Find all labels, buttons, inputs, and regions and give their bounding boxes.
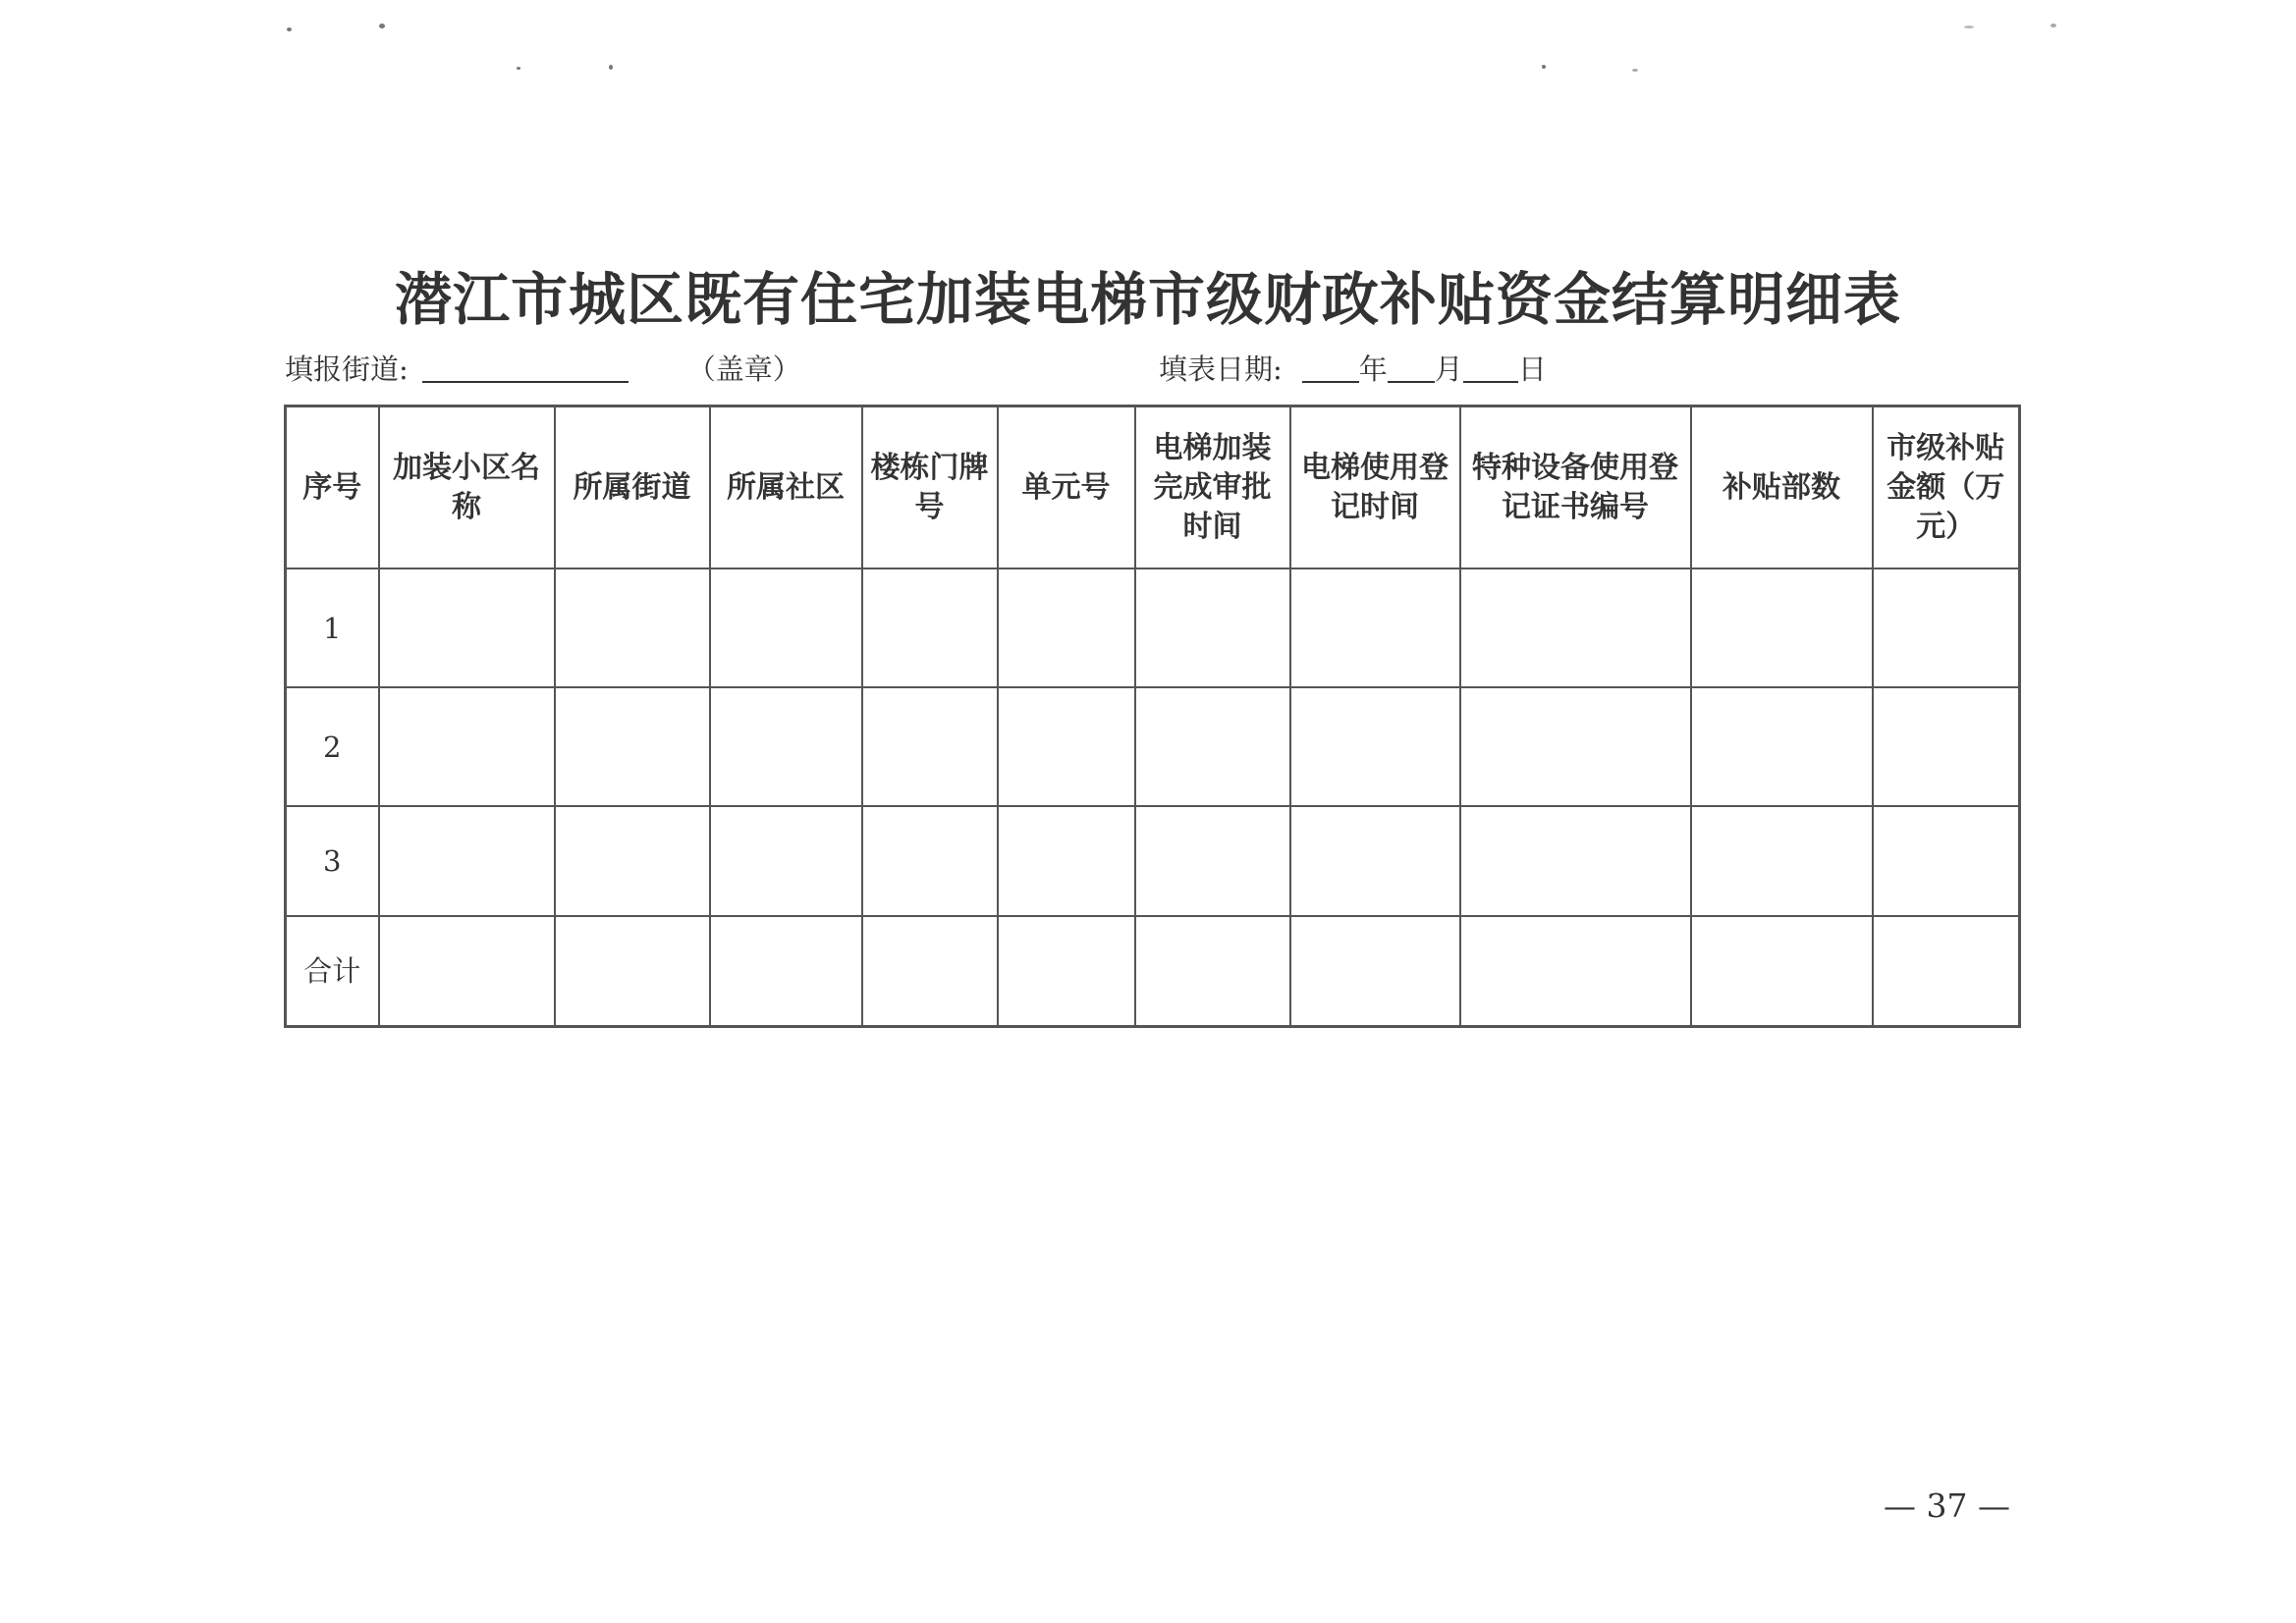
year-blank-field[interactable] [1302, 352, 1359, 383]
table-cell[interactable] [1290, 916, 1460, 1027]
day-unit: 日 [1517, 352, 1547, 386]
table-header-row [286, 406, 2020, 569]
table-cell[interactable] [379, 916, 555, 1027]
table-cell[interactable] [1691, 568, 1873, 687]
header-approval-time: 电梯加装完成审批时间 [1135, 406, 1290, 569]
scan-speck [2050, 24, 2056, 27]
table-row [286, 806, 2020, 916]
row-serial-cell: 3 [286, 806, 379, 916]
table-cell[interactable] [862, 806, 998, 916]
table-cell[interactable] [1290, 806, 1460, 916]
header-community-name: 加装小区名称 [379, 406, 555, 569]
filing-street-line [285, 350, 801, 389]
month-unit: 月 [1434, 352, 1463, 386]
table-cell[interactable] [1691, 687, 1873, 806]
scan-speck [517, 67, 520, 70]
table-cell[interactable] [1460, 916, 1691, 1027]
table-cell[interactable] [710, 916, 862, 1027]
table-cell[interactable] [1290, 687, 1460, 806]
table-cell[interactable] [1873, 916, 2020, 1027]
day-blank-field[interactable] [1463, 352, 1518, 383]
header-subsidy-amount: 市级补贴金额（万元） [1873, 406, 2020, 569]
header-community: 所属社区 [710, 406, 862, 569]
table-cell[interactable] [1460, 687, 1691, 806]
header-certificate-number: 特种设备使用登记证书编号 [1460, 406, 1691, 569]
table-cell[interactable] [1873, 568, 2020, 687]
month-blank-field[interactable] [1388, 352, 1435, 383]
table-cell[interactable] [379, 568, 555, 687]
table-cell[interactable] [1691, 916, 1873, 1027]
table-cell[interactable] [998, 916, 1135, 1027]
page-number: — 37 — [1884, 1487, 2010, 1525]
table-cell[interactable] [1460, 568, 1691, 687]
header-serial-number: 序号 [286, 406, 379, 569]
table-cell[interactable] [1873, 687, 2020, 806]
table-total-row [286, 916, 2020, 1027]
table-cell[interactable] [1135, 687, 1290, 806]
table-cell[interactable] [862, 687, 998, 806]
table-cell[interactable] [998, 568, 1135, 687]
table-cell[interactable] [710, 568, 862, 687]
table-cell[interactable] [710, 806, 862, 916]
street-blank-field[interactable] [422, 352, 629, 383]
table-cell[interactable] [379, 687, 555, 806]
scan-speck [287, 27, 292, 31]
row-serial-cell: 2 [286, 687, 379, 806]
table-row [286, 687, 2020, 806]
settlement-table [284, 405, 2021, 1028]
street-label: 填报街道: [285, 352, 409, 386]
scan-speck [609, 65, 613, 70]
scan-speck [1964, 26, 1974, 28]
header-registration-time: 电梯使用登记时间 [1290, 406, 1460, 569]
table-cell[interactable] [555, 568, 710, 687]
seal-note: （盖章） [686, 352, 801, 386]
table-cell[interactable] [1135, 916, 1290, 1027]
table-cell[interactable] [1460, 806, 1691, 916]
header-building-number: 楼栋门牌号 [862, 406, 998, 569]
table-row [286, 568, 2020, 687]
date-label: 填表日期: [1159, 352, 1283, 386]
table-cell[interactable] [1135, 806, 1290, 916]
table-cell[interactable] [555, 806, 710, 916]
header-street: 所属街道 [555, 406, 710, 569]
table-cell[interactable] [862, 568, 998, 687]
table-cell[interactable] [1135, 568, 1290, 687]
table-cell[interactable] [998, 687, 1135, 806]
table-cell[interactable] [1691, 806, 1873, 916]
filing-date-line [1159, 350, 1547, 389]
table-cell[interactable] [555, 687, 710, 806]
table-cell[interactable] [710, 687, 862, 806]
table-cell[interactable] [555, 916, 710, 1027]
document-title: 潜江市城区既有住宅加装电梯市级财政补贴资金结算明细表 [394, 266, 1901, 333]
row-serial-cell: 1 [286, 568, 379, 687]
header-unit-number: 单元号 [998, 406, 1135, 569]
header-subsidized-count: 补贴部数 [1691, 406, 1873, 569]
table-cell[interactable] [862, 916, 998, 1027]
table-cell[interactable] [1873, 806, 2020, 916]
scan-speck [1542, 65, 1546, 69]
total-label-cell: 合计 [286, 916, 379, 1027]
table-cell[interactable] [379, 806, 555, 916]
scan-speck [379, 24, 385, 28]
year-unit: 年 [1358, 352, 1388, 386]
scan-speck [1632, 69, 1638, 72]
table-cell[interactable] [1290, 568, 1460, 687]
table-cell[interactable] [998, 806, 1135, 916]
